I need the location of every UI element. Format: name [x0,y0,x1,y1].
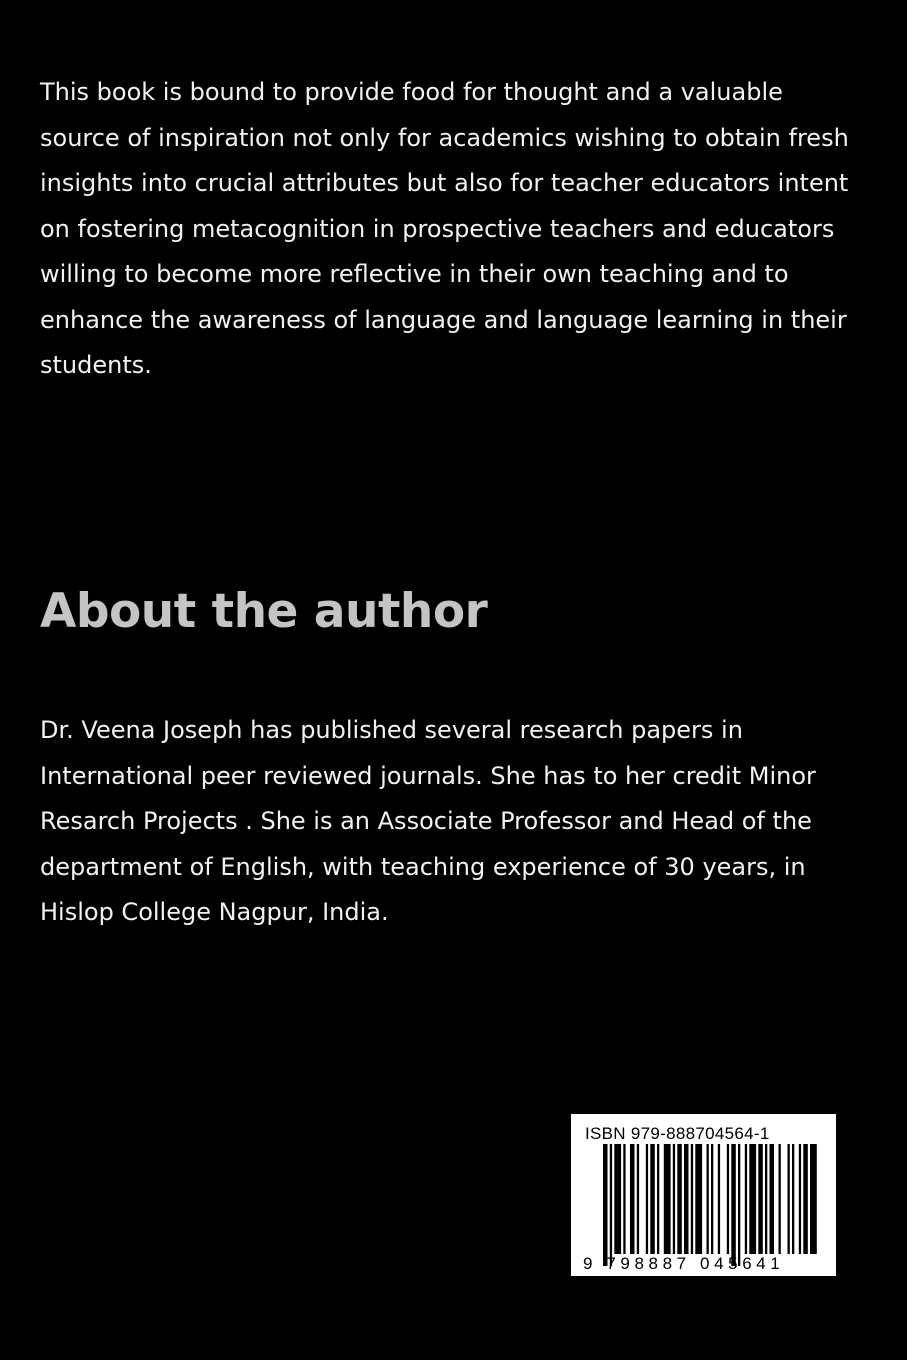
barcode-digits: 9 798887 045641 [583,1254,785,1273]
barcode-bar [792,1144,794,1254]
barcode-bar [684,1144,689,1254]
barcode-bar [765,1144,767,1254]
barcode-bar [810,1144,817,1254]
barcode-bar [707,1144,709,1254]
barcode-bar [673,1144,675,1254]
barcode-bar [738,1144,740,1266]
barcode-bar [664,1144,671,1254]
barcode-bar [646,1144,648,1254]
barcode-bar [731,1144,736,1266]
barcode-bar [770,1144,775,1254]
barcode-bar [637,1144,639,1254]
barcode-bar [623,1144,625,1254]
barcode-bar [650,1144,655,1254]
isbn-barcode [571,1114,836,1276]
isbn-number: ISBN 979-888704564-1 [585,1124,770,1143]
barcode-bar [749,1144,756,1254]
barcode-bar [758,1144,763,1254]
barcode-bar [745,1144,747,1254]
barcode-bar [630,1144,635,1254]
barcode-bar [695,1144,702,1254]
about-author-heading: About the author [40,584,488,639]
barcode-bar [614,1144,621,1254]
barcode-bar [727,1144,729,1254]
author-bio: Dr. Veena Joseph has published several research papers in International peer reviewed journals. She has to her credit Minor Resarch Projects . She is an Associate Professor and Head of the department of English, with teaching experience of 30 years, in Hislop College Nagpur, India. [40,716,816,926]
barcode-bar [779,1144,781,1254]
barcode-bar [803,1144,808,1254]
barcode-bar [788,1144,790,1254]
barcode-bar [799,1144,801,1254]
book-blurb: This book is bound to provide food for thought and a valuable source of inspiration not only for academics wishing to obtain fresh insights into crucial attributes but also for teacher educators intent on fostering metacognition in prospective teachers and educators willing to become more reflective in their own teaching and to enhance the awareness of language and language learning in their students. [40,78,849,379]
barcode-bars [571,1114,836,1276]
barcode-bar [711,1144,713,1254]
barcode-bar [603,1144,608,1266]
barcode-bar [677,1144,682,1254]
barcode-bar [691,1144,693,1254]
barcode-bar [718,1144,720,1254]
barcode-bar [657,1144,659,1254]
barcode-bar [610,1144,612,1266]
